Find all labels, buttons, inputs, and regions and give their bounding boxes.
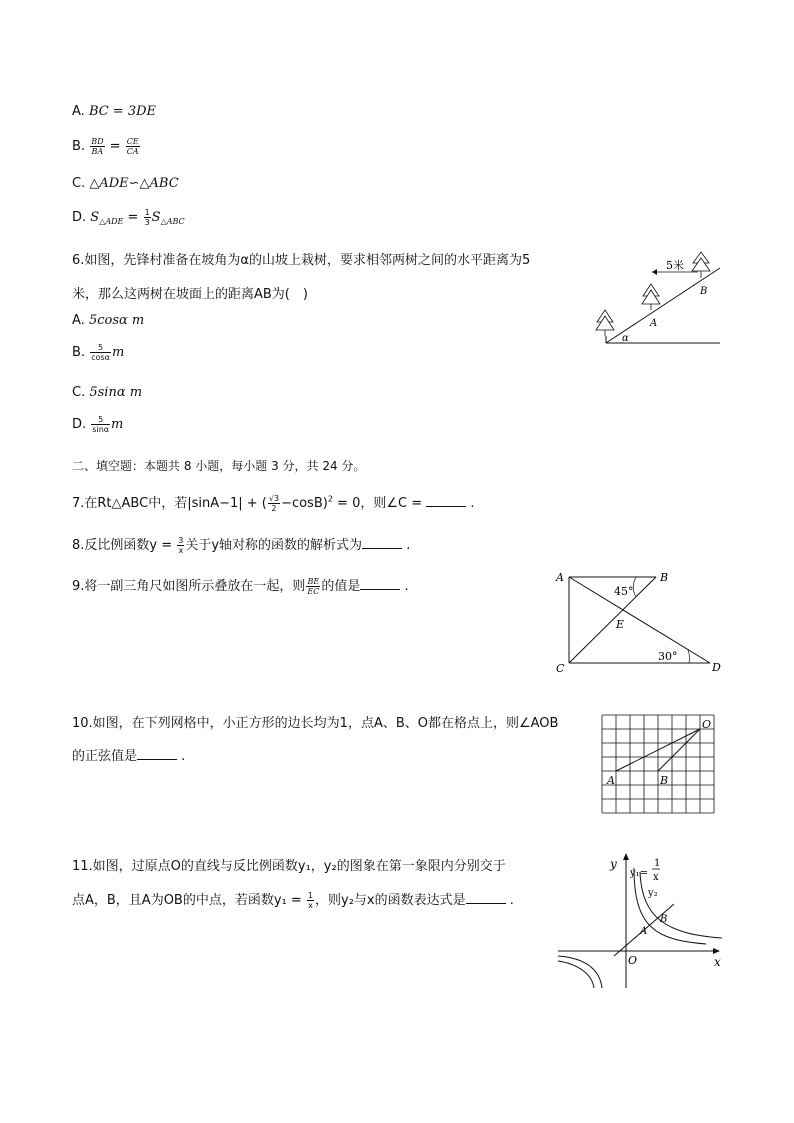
point-a-label: A bbox=[607, 774, 615, 787]
y2-label: y₂ bbox=[648, 888, 658, 899]
answer-blank bbox=[362, 538, 402, 549]
q5-option-c: C. △ADE∽△ABC bbox=[72, 176, 179, 191]
point-b-label: B bbox=[660, 914, 668, 925]
point-a-label: A bbox=[650, 318, 658, 329]
q6-option-d: D. $\frac{5}{\sin\alpha}$ m bbox=[72, 415, 124, 434]
y-axis-label: y bbox=[610, 857, 617, 871]
q11-stem-line1: 11.如图，过原点O的直线与反比例函数y₁，y₂的图象在第一象限内分别交于 bbox=[72, 859, 506, 874]
point-b-label: B bbox=[660, 774, 669, 787]
q11-stem-line2: 点A，B，且A为OB的中点，若函数y₁ = $\frac{1}{x}$ ，则y₂与x的函数表达式是 . bbox=[72, 891, 514, 910]
q9-stem: 9.将一副三角尺如图所示叠放在一起，则 $\frac{BE}{EC}$ 的值是 . bbox=[72, 577, 409, 596]
q9-triangles-figure bbox=[552, 568, 728, 682]
section-heading: 二、填空题：本题共 8 小题，每小题 3 分，共 24 分。 bbox=[72, 459, 366, 473]
point-b-label: B bbox=[660, 571, 669, 584]
q6-option-b: B. $\frac{5}{\cos\alpha}$ m bbox=[72, 343, 125, 362]
q6-option-c: C. 5sinα m bbox=[72, 385, 143, 400]
q7-stem: 7.在Rt△ABC中，若|sinA−1| + ( $\frac{√3}{2}$ −cosB)$^2$ = 0，则∠C = . bbox=[72, 494, 475, 513]
origin-label: O bbox=[628, 954, 638, 967]
tree-icon bbox=[596, 310, 614, 336]
answer-blank bbox=[137, 749, 177, 760]
q11-graph-figure bbox=[556, 848, 724, 994]
grid-lines bbox=[602, 715, 714, 813]
x-axis-label: x bbox=[714, 955, 721, 969]
point-o-label: O bbox=[702, 718, 712, 731]
angle-30-label: 30° bbox=[658, 650, 678, 663]
point-c-label: C bbox=[556, 662, 565, 675]
answer-blank bbox=[426, 496, 466, 507]
answer-blank bbox=[360, 579, 400, 590]
point-a-label: A bbox=[640, 926, 648, 937]
y1-num: 1 bbox=[654, 858, 661, 869]
angle-45-label: 45° bbox=[614, 585, 634, 598]
answer-blank bbox=[466, 893, 506, 904]
q6-stem-line2: 米，那么这两树在坡面上的距离AB为( ) bbox=[72, 287, 308, 302]
y1-label: y₁= bbox=[630, 868, 649, 879]
distance-label: 5米 bbox=[666, 259, 684, 272]
point-e-label: E bbox=[616, 618, 625, 631]
q5-option-d: D. $S_{\triangle ADE}$ = $\frac{1}{3}$ $S_{\triangle ABC}$ bbox=[72, 208, 185, 227]
q5-option-b: B. $\frac{BD}{BA}$ = $\frac{CE}{CA}$ bbox=[72, 137, 139, 156]
angle-label: α bbox=[622, 333, 629, 344]
q10-stem-line1: 10.如图，在下列网格中，小正方形的边长均为1，点A、B、O都在格点上，则∠AOB bbox=[72, 716, 559, 731]
q6-slope-figure bbox=[594, 248, 722, 352]
q6-option-a: A. 5cosα m bbox=[72, 313, 145, 328]
tree-icon bbox=[692, 252, 710, 278]
tree-icon bbox=[642, 284, 660, 310]
point-b-label: B bbox=[700, 286, 708, 297]
q5-a-expr: BC = 3DE bbox=[88, 104, 157, 119]
q10-grid-figure bbox=[598, 712, 722, 820]
q10-stem-line2: 的正弦值是 . bbox=[72, 749, 186, 764]
q6-stem-line1: 6.如图，先锋村准备在坡角为α的山坡上栽树，要求相邻两树之间的水平距离为5 bbox=[72, 253, 531, 268]
q5-option-a: A. BC = 3DE bbox=[72, 104, 157, 119]
point-d-label: D bbox=[712, 661, 721, 674]
y1-den: x bbox=[653, 872, 659, 883]
q8-stem: 8.反比例函数y = $\frac{3}{x}$ 关于y轴对称的函数的解析式为 . bbox=[72, 536, 411, 555]
point-a-label: A bbox=[556, 571, 564, 584]
